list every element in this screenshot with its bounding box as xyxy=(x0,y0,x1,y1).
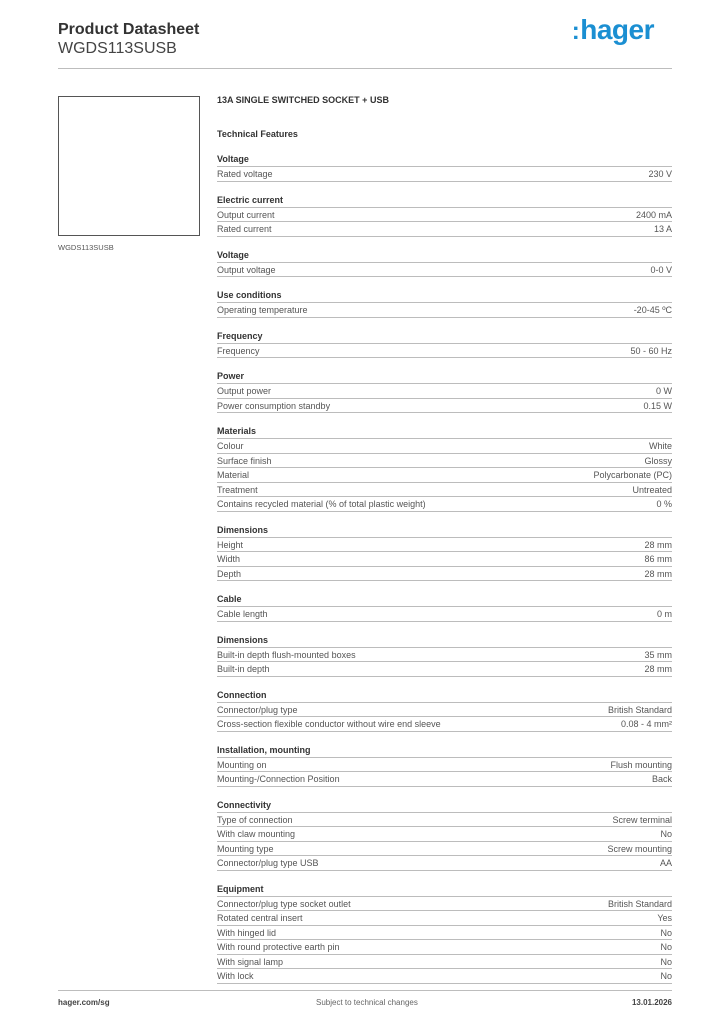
spec-value: 0 m xyxy=(656,609,672,619)
spec-value: 35 mm xyxy=(644,649,672,660)
spec-group-title: Connectivity xyxy=(217,799,272,810)
spec-value: British Standard xyxy=(607,704,672,715)
spec-group xyxy=(217,249,672,278)
spec-groups xyxy=(217,153,672,984)
spec-value: Yes xyxy=(657,913,672,923)
spec-group-title: Voltage xyxy=(217,154,249,164)
spec-label: Operating temperature xyxy=(217,305,308,315)
spec-rows xyxy=(217,262,672,278)
spec-value: Back xyxy=(651,774,672,784)
spec-rows xyxy=(217,702,672,732)
spec-row xyxy=(217,925,672,940)
spec-rows xyxy=(217,166,672,182)
spec-value: 28 mm xyxy=(644,664,672,674)
spec-row xyxy=(217,702,672,717)
spec-label: Output current xyxy=(217,209,275,220)
spec-row xyxy=(217,826,672,841)
spec-label: Power consumption standby xyxy=(217,400,331,411)
spec-row xyxy=(217,954,672,969)
spec-label: Mounting-/Connection Position xyxy=(217,774,340,784)
spec-value: 50 - 60 Hz xyxy=(630,345,672,356)
spec-group xyxy=(217,689,672,732)
spec-label: Connector/plug type xyxy=(217,704,298,715)
page-title: Product Datasheet xyxy=(58,21,200,38)
footer-note: Subject to technical changes xyxy=(316,998,418,1007)
spec-row xyxy=(217,716,672,732)
spec-label: Mounting type xyxy=(217,843,274,854)
spec-row xyxy=(217,537,672,552)
spec-row xyxy=(217,453,672,468)
spec-group xyxy=(217,744,672,787)
spec-value: 0.15 W xyxy=(643,400,672,411)
spec-value: 0.08 - 4 mm² xyxy=(620,719,672,729)
spec-label: Cross-section flexible conductor without wire end sleeve xyxy=(217,719,441,729)
spec-row xyxy=(217,467,672,482)
spec-rows xyxy=(217,896,672,984)
footer-divider xyxy=(58,990,672,991)
spec-group-title: Electric current xyxy=(217,194,284,205)
spec-row xyxy=(217,496,672,512)
spec-row xyxy=(217,661,672,677)
logo-dots: : xyxy=(571,18,580,45)
spec-label: Height xyxy=(217,539,244,550)
spec-group-title: Cable xyxy=(217,594,242,604)
spec-label: Rated voltage xyxy=(217,169,273,179)
spec-row xyxy=(217,910,672,925)
spec-label: Colour xyxy=(217,441,244,451)
spec-group-title: Power xyxy=(217,371,245,381)
spec-value: No xyxy=(660,942,672,952)
spec-group xyxy=(217,883,672,984)
spec-value: British Standard xyxy=(607,898,672,909)
spec-label: Built-in depth flush-mounted boxes xyxy=(217,649,356,660)
spec-label: Output voltage xyxy=(217,264,276,275)
spec-row xyxy=(217,757,672,772)
spec-group-title: Equipment xyxy=(217,883,264,894)
spec-rows xyxy=(217,757,672,787)
spec-value: 0 W xyxy=(655,386,672,396)
spec-value: 2400 mA xyxy=(635,209,672,220)
spec-value: 230 V xyxy=(648,169,672,179)
spec-group xyxy=(217,524,672,582)
spec-label: Depth xyxy=(217,568,242,579)
spec-group xyxy=(217,194,672,237)
spec-row xyxy=(217,841,672,856)
spec-label: Connector/plug type socket outlet xyxy=(217,898,351,909)
product-image-placeholder xyxy=(58,96,200,236)
spec-row xyxy=(217,438,672,453)
spec-label: Output power xyxy=(217,386,272,396)
spec-row xyxy=(217,302,672,318)
spec-row xyxy=(217,221,672,237)
spec-label: Treatment xyxy=(217,484,258,495)
spec-group-title: Connection xyxy=(217,689,267,700)
product-title: 13A SINGLE SWITCHED SOCKET + USB xyxy=(217,95,389,105)
spec-group xyxy=(217,425,672,512)
spec-value: 28 mm xyxy=(644,568,672,579)
spec-value: White xyxy=(648,441,672,451)
spec-rows xyxy=(217,438,672,512)
spec-label: Width xyxy=(217,554,241,564)
spec-value: Screw mounting xyxy=(607,843,672,854)
spec-group xyxy=(217,153,672,182)
spec-value: No xyxy=(660,829,672,839)
spec-value: Untreated xyxy=(632,484,672,495)
spec-label: Built-in depth xyxy=(217,664,270,674)
spec-label: Rotated central insert xyxy=(217,913,303,923)
spec-row xyxy=(217,166,672,182)
spec-rows xyxy=(217,207,672,237)
spec-rows xyxy=(217,647,672,677)
spec-label: Type of connection xyxy=(217,814,293,825)
spec-group-title: Materials xyxy=(217,426,257,436)
spec-rows xyxy=(217,537,672,582)
spec-value: 86 mm xyxy=(644,554,672,564)
spec-row xyxy=(217,855,672,871)
spec-group-title: Dimensions xyxy=(217,634,269,645)
spec-value: 28 mm xyxy=(644,539,672,550)
spec-rows xyxy=(217,302,672,318)
spec-value: Screw terminal xyxy=(612,814,672,825)
spec-group-title: Frequency xyxy=(217,330,263,341)
spec-label: With round protective earth pin xyxy=(217,942,340,952)
section-title: Technical Features xyxy=(217,129,298,139)
header-divider xyxy=(58,68,672,69)
spec-label: Mounting on xyxy=(217,759,267,770)
spec-label: With signal lamp xyxy=(217,956,284,967)
image-caption: WGDS113SUSB xyxy=(58,243,114,252)
spec-row xyxy=(217,896,672,911)
spec-rows xyxy=(217,812,672,871)
spec-row xyxy=(217,343,672,359)
spec-label: Connector/plug type USB xyxy=(217,858,319,868)
footer-date: 13.01.2026 xyxy=(631,998,672,1007)
spec-row xyxy=(217,812,672,827)
spec-rows xyxy=(217,383,672,413)
spec-value: Glossy xyxy=(644,455,672,466)
spec-label: With hinged lid xyxy=(217,927,277,938)
spec-label: Cable length xyxy=(217,609,268,619)
spec-rows xyxy=(217,343,672,359)
spec-row xyxy=(217,398,672,414)
spec-group xyxy=(217,634,672,677)
logo-text: hager xyxy=(580,14,654,45)
spec-value: No xyxy=(660,971,672,981)
spec-label: Frequency xyxy=(217,345,260,356)
spec-label: With claw mounting xyxy=(217,829,296,839)
spec-group xyxy=(217,593,672,622)
spec-row xyxy=(217,606,672,622)
spec-group xyxy=(217,289,672,318)
datasheet-header xyxy=(58,20,199,58)
spec-group xyxy=(217,370,672,413)
spec-value: 0 % xyxy=(656,499,672,509)
spec-label: With lock xyxy=(217,971,254,981)
spec-value: 13 A xyxy=(653,224,672,234)
spec-row xyxy=(217,939,672,954)
spec-group-title: Installation, mounting xyxy=(217,744,311,755)
spec-label: Surface finish xyxy=(217,455,272,466)
spec-row xyxy=(217,207,672,222)
spec-row xyxy=(217,771,672,787)
spec-row xyxy=(217,968,672,984)
spec-row xyxy=(217,482,672,497)
spec-row xyxy=(217,647,672,662)
spec-label: Rated current xyxy=(217,224,272,234)
product-code: WGDS113SUSB xyxy=(58,40,177,57)
footer-website[interactable]: hager.com/sg xyxy=(58,998,110,1007)
spec-value: AA xyxy=(659,858,672,868)
spec-value: -20-45 ºC xyxy=(633,305,672,315)
spec-value: No xyxy=(660,956,672,967)
spec-group-title: Voltage xyxy=(217,249,249,260)
spec-label: Material xyxy=(217,470,250,480)
spec-value: No xyxy=(660,927,672,938)
spec-value: 0-0 V xyxy=(650,264,672,275)
spec-content xyxy=(217,95,672,984)
spec-label: Contains recycled material (% of total plastic weight) xyxy=(217,499,426,509)
spec-row xyxy=(217,262,672,278)
hager-logo xyxy=(572,14,654,46)
spec-group xyxy=(217,330,672,359)
spec-group-title: Use conditions xyxy=(217,290,282,300)
spec-row xyxy=(217,551,672,566)
spec-rows xyxy=(217,606,672,622)
spec-value: Polycarbonate (PC) xyxy=(593,470,672,480)
spec-group xyxy=(217,799,672,871)
spec-row xyxy=(217,566,672,582)
spec-row xyxy=(217,383,672,398)
spec-group-title: Dimensions xyxy=(217,524,269,535)
spec-value: Flush mounting xyxy=(610,759,672,770)
